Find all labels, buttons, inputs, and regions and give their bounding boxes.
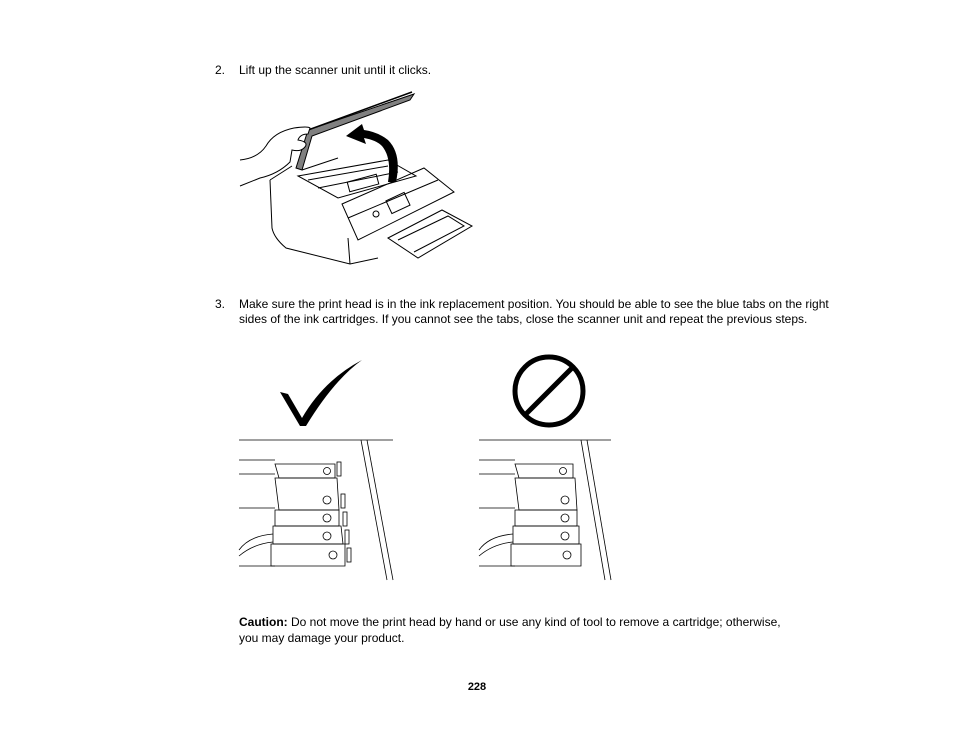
checkmark-icon xyxy=(278,356,368,426)
cartridges-incorrect-illustration xyxy=(479,438,613,582)
caution-text: Do not move the print head by hand or use any kind of tool to remove a cartridge; otherwise, you may damage your product. xyxy=(239,615,781,645)
prohibited-icon xyxy=(509,351,589,431)
step-3-text: Make sure the print head is in the ink replacement position. You should be able to see the blue tabs on the right sides of the ink cartridges. If you cannot see the tabs, close the scanner unit and repeat the previous steps. xyxy=(239,297,829,326)
step-3-number: 3. xyxy=(215,297,226,311)
page-number: 228 xyxy=(467,681,487,693)
caution-note xyxy=(239,614,799,646)
caution-label: Caution: xyxy=(239,615,288,629)
cartridges-correct-illustration xyxy=(239,438,395,582)
step-2-text: Lift up the scanner unit until it clicks. xyxy=(239,63,432,77)
scanner-lift-illustration xyxy=(238,88,478,268)
step-2-number: 2. xyxy=(215,63,226,77)
